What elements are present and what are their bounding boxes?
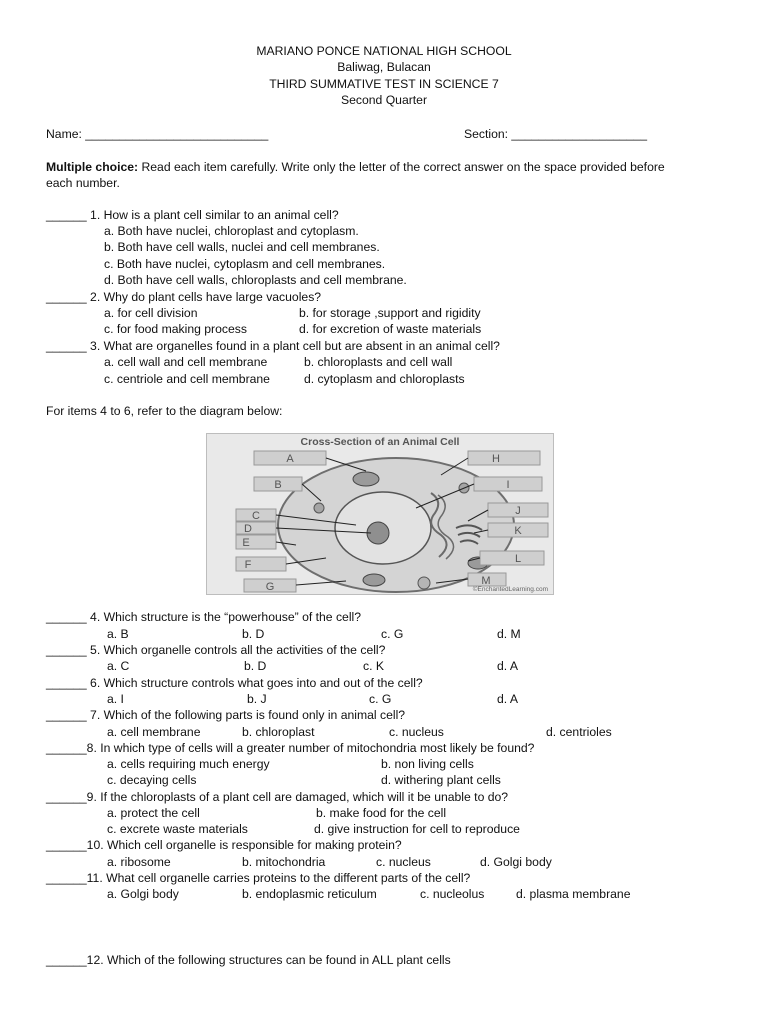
name-field: Name: ___________________________	[46, 127, 269, 141]
q6-option-b: b. J	[247, 692, 267, 706]
label-box-l	[480, 551, 544, 565]
q11-option-d: d. plasma membrane	[516, 887, 631, 901]
question-7: ______ 7. Which of the following parts is found only in animal cell?	[46, 708, 406, 722]
q4-option-a: a. B	[107, 627, 129, 641]
q1-option-c: c. Both have nuclei, cytoplasm and cell membranes.	[104, 257, 386, 271]
q8-option-d: d. withering plant cells	[381, 773, 501, 787]
q9-option-d: d. give instruction for cell to reproduce	[314, 822, 520, 836]
question-8: ______8. In which type of cells will a greater number of mitochondria most likely be found?	[46, 741, 535, 755]
vacuole	[418, 577, 430, 589]
q11-option-a: a. Golgi body	[107, 887, 179, 901]
q4-option-c: c. G	[381, 627, 404, 641]
q5-option-a: a. C	[107, 659, 130, 673]
q7-option-d: d. centrioles	[546, 725, 612, 739]
label-h: H	[492, 453, 500, 465]
label-j: J	[515, 505, 521, 517]
q6-option-d: d. A	[497, 692, 519, 706]
q10-option-d: d. Golgi body	[480, 855, 552, 869]
q7-option-a: a. cell membrane	[107, 725, 201, 739]
question-11: ______11. What cell organelle carries proteins to the different parts of the cell?	[46, 871, 471, 885]
instructions-line-1	[46, 160, 665, 175]
question-2: ______ 2. Why do plant cells have large vacuoles?	[46, 290, 322, 304]
label-a: A	[286, 453, 294, 465]
q10-option-a: a. ribosome	[107, 855, 171, 869]
mitochondrion-bottom	[363, 574, 385, 586]
label-g: G	[265, 581, 275, 593]
q8-option-b: b. non living cells	[381, 757, 474, 771]
question-4: ______ 4. Which structure is the “powerhouse” of the cell?	[46, 610, 362, 624]
q1-option-d: d. Both have cell walls, chloroplasts and cell membrane.	[104, 273, 407, 287]
q6-option-a: a. I	[107, 692, 124, 706]
question-9: ______9. If the chloroplasts of a plant cell are damaged, which will it be unable to do?	[46, 790, 509, 804]
q2-option-b: b. for storage ,support and rigidity	[299, 306, 481, 320]
mitochondrion-top	[353, 472, 379, 486]
instructions-text: Read each item carefully. Write only the letter of the correct answer on the space provided before	[138, 160, 665, 174]
label-box-d	[236, 522, 276, 534]
section-field: Section: ____________________	[464, 127, 647, 141]
label-box-h	[468, 451, 540, 465]
q5-option-b: b. D	[244, 659, 267, 673]
q3-option-d: d. cytoplasm and chloroplasts	[304, 372, 465, 386]
diagram-title: Cross-Section of an Animal Cell	[300, 436, 460, 448]
lysosome	[314, 503, 324, 513]
q2-option-c: c. for food making process	[104, 322, 247, 336]
q4-option-d: d. M	[497, 627, 521, 641]
q2-option-d: d. for excretion of waste materials	[299, 322, 482, 336]
label-d: D	[244, 523, 252, 535]
q1-option-b: b. Both have cell walls, nuclei and cell membranes.	[104, 240, 380, 254]
q1-option-a: a. Both have nuclei, chloroplast and cytoplasm.	[104, 224, 359, 238]
school-location: Baliwag, Bulacan	[337, 60, 431, 74]
q10-option-c: c. nucleus	[376, 855, 431, 869]
q5-option-d: d. A	[497, 659, 519, 673]
q11-option-b: b. endoplasmic reticulum	[242, 887, 377, 901]
label-k: K	[514, 525, 522, 537]
label-box-f	[236, 557, 286, 571]
label-m: M	[481, 575, 491, 587]
question-5: ______ 5. Which organelle controls all the activities of the cell?	[46, 643, 386, 657]
school-name: MARIANO PONCE NATIONAL HIGH SCHOOL	[256, 44, 512, 58]
animal-cell-diagram	[206, 433, 554, 595]
q8-option-c: c. decaying cells	[107, 773, 197, 787]
q3-option-b: b. chloroplasts and cell wall	[304, 355, 453, 369]
q3-option-c: c. centriole and cell membrane	[104, 372, 270, 386]
question-10: ______10. Which cell organelle is responsible for making protein?	[46, 838, 402, 852]
label-b: B	[274, 479, 282, 491]
q6-option-c: c. G	[369, 692, 392, 706]
q10-option-b: b. mitochondria	[242, 855, 326, 869]
q5-option-c: c. K	[363, 659, 384, 673]
diagram-credit: ©EnchantedLearning.com	[472, 586, 548, 593]
label-i: I	[506, 479, 510, 491]
q8-option-a: a. cells requiring much energy	[107, 757, 270, 771]
q9-option-b: b. make food for the cell	[316, 806, 447, 820]
question-12: ______12. Which of the following structures can be found in ALL plant cells	[46, 953, 451, 967]
test-title: THIRD SUMMATIVE TEST IN SCIENCE 7	[269, 77, 499, 91]
question-1: ______ 1. How is a plant cell similar to an animal cell?	[46, 208, 339, 222]
diagram-intro: For items 4 to 6, refer to the diagram below:	[46, 404, 283, 418]
label-e: E	[242, 537, 250, 549]
q7-option-c: c. nucleus	[389, 725, 444, 739]
label-c: C	[252, 510, 260, 522]
q4-option-b: b. D	[242, 627, 265, 641]
instructions-line-2: each number.	[46, 176, 120, 190]
q11-option-c: c. nucleolus	[420, 887, 485, 901]
question-3: ______ 3. What are organelles found in a plant cell but are absent in an animal cell?	[46, 339, 500, 353]
q3-option-a: a. cell wall and cell membrane	[104, 355, 268, 369]
instructions-lead: Multiple choice:	[46, 160, 139, 174]
quarter-label: Second Quarter	[340, 93, 428, 107]
label-l: L	[514, 553, 522, 565]
q9-option-c: c. excrete waste materials	[107, 822, 248, 836]
question-6: ______ 6. Which structure controls what goes into and out of the cell?	[46, 676, 423, 690]
q7-option-b: b. chloroplast	[242, 725, 315, 739]
label-f: F	[244, 559, 252, 571]
q9-option-a: a. protect the cell	[107, 806, 200, 820]
q2-option-a: a. for cell division	[104, 306, 198, 320]
